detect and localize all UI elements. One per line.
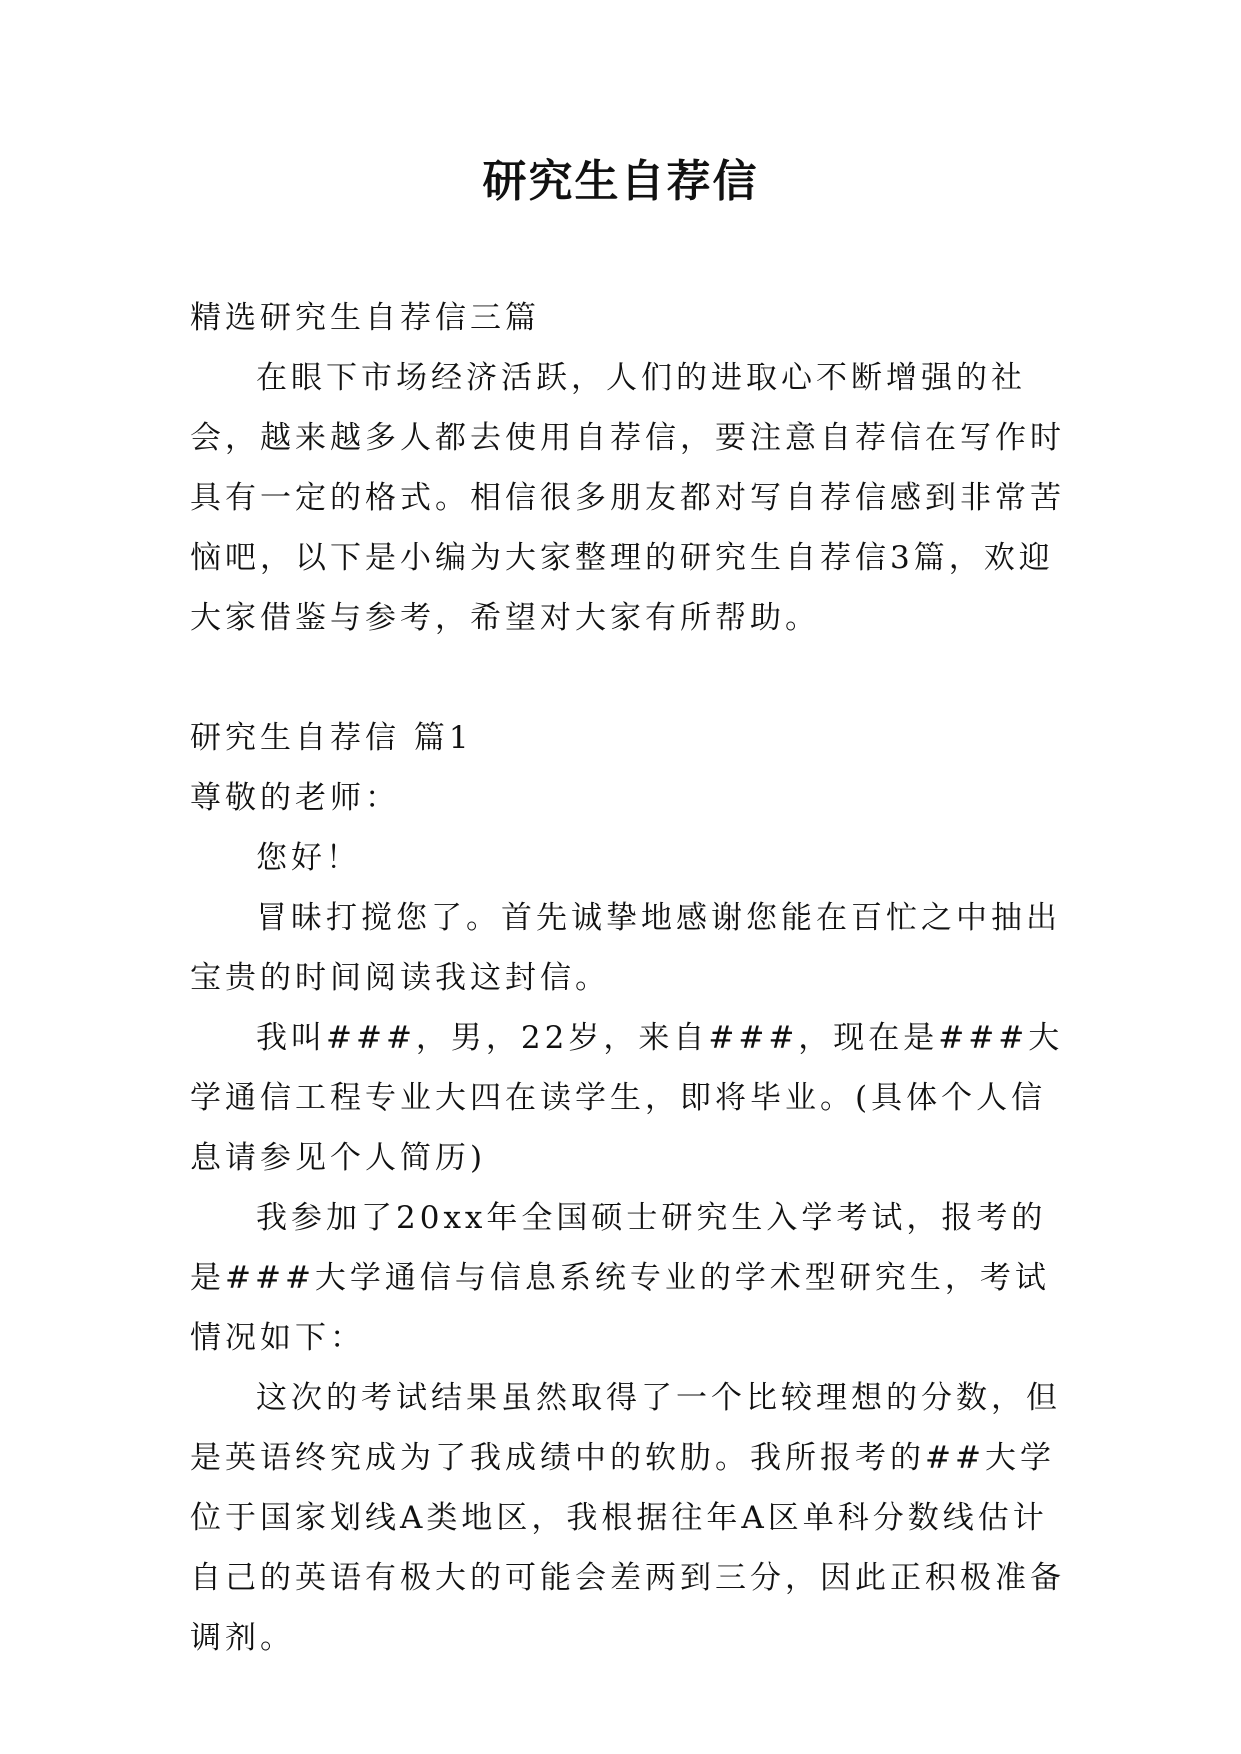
body-paragraph: 这次的考试结果虽然取得了一个比较理想的分数，但是英语终究成为了我成绩中的软肋。我所报考的##大学位于国家划线A类地区，我根据往年A区单科分数线估计自己的英语有极大的可能会差两到三分，因此正积极准备调剂。 bbox=[190, 1380, 1065, 1656]
body-paragraph: 我参加了20xx年全国硕士研究生入学考试，报考的是###大学通信与信息系统专业的学术型研究生，考试情况如下： bbox=[190, 1200, 1050, 1356]
section-heading: 研究生自荐信 篇1 bbox=[190, 720, 473, 756]
greeting: 您好！ bbox=[256, 840, 361, 876]
salutation: 尊敬的老师： bbox=[190, 780, 400, 816]
section-spacer bbox=[190, 648, 1070, 708]
intro-paragraph: 在眼下市场经济活跃，人们的进取心不断增强的社会，越来越多人都去使用自荐信，要注意自荐信在写作时具有一定的格式。相信很多朋友都对写自荐信感到非常苦恼吧，以下是小编为大家整理的研究生自荐信3篇，欢迎大家借鉴与参考，希望对大家有所帮助。 bbox=[190, 360, 1065, 636]
intro-heading: 精选研究生自荐信三篇 bbox=[190, 300, 540, 336]
document-body bbox=[190, 288, 1070, 1668]
body-paragraph: 我叫###，男，22岁，来自###，现在是###大学通信工程专业大四在读学生，即将毕业。(具体个人信息请参见个人简历) bbox=[190, 1020, 1064, 1176]
document-title: 研究生自荐信 bbox=[482, 156, 759, 207]
body-paragraph: 冒昧打搅您了。首先诚挚地感谢您能在百忙之中抽出宝贵的时间阅读我这封信。 bbox=[190, 900, 1061, 996]
